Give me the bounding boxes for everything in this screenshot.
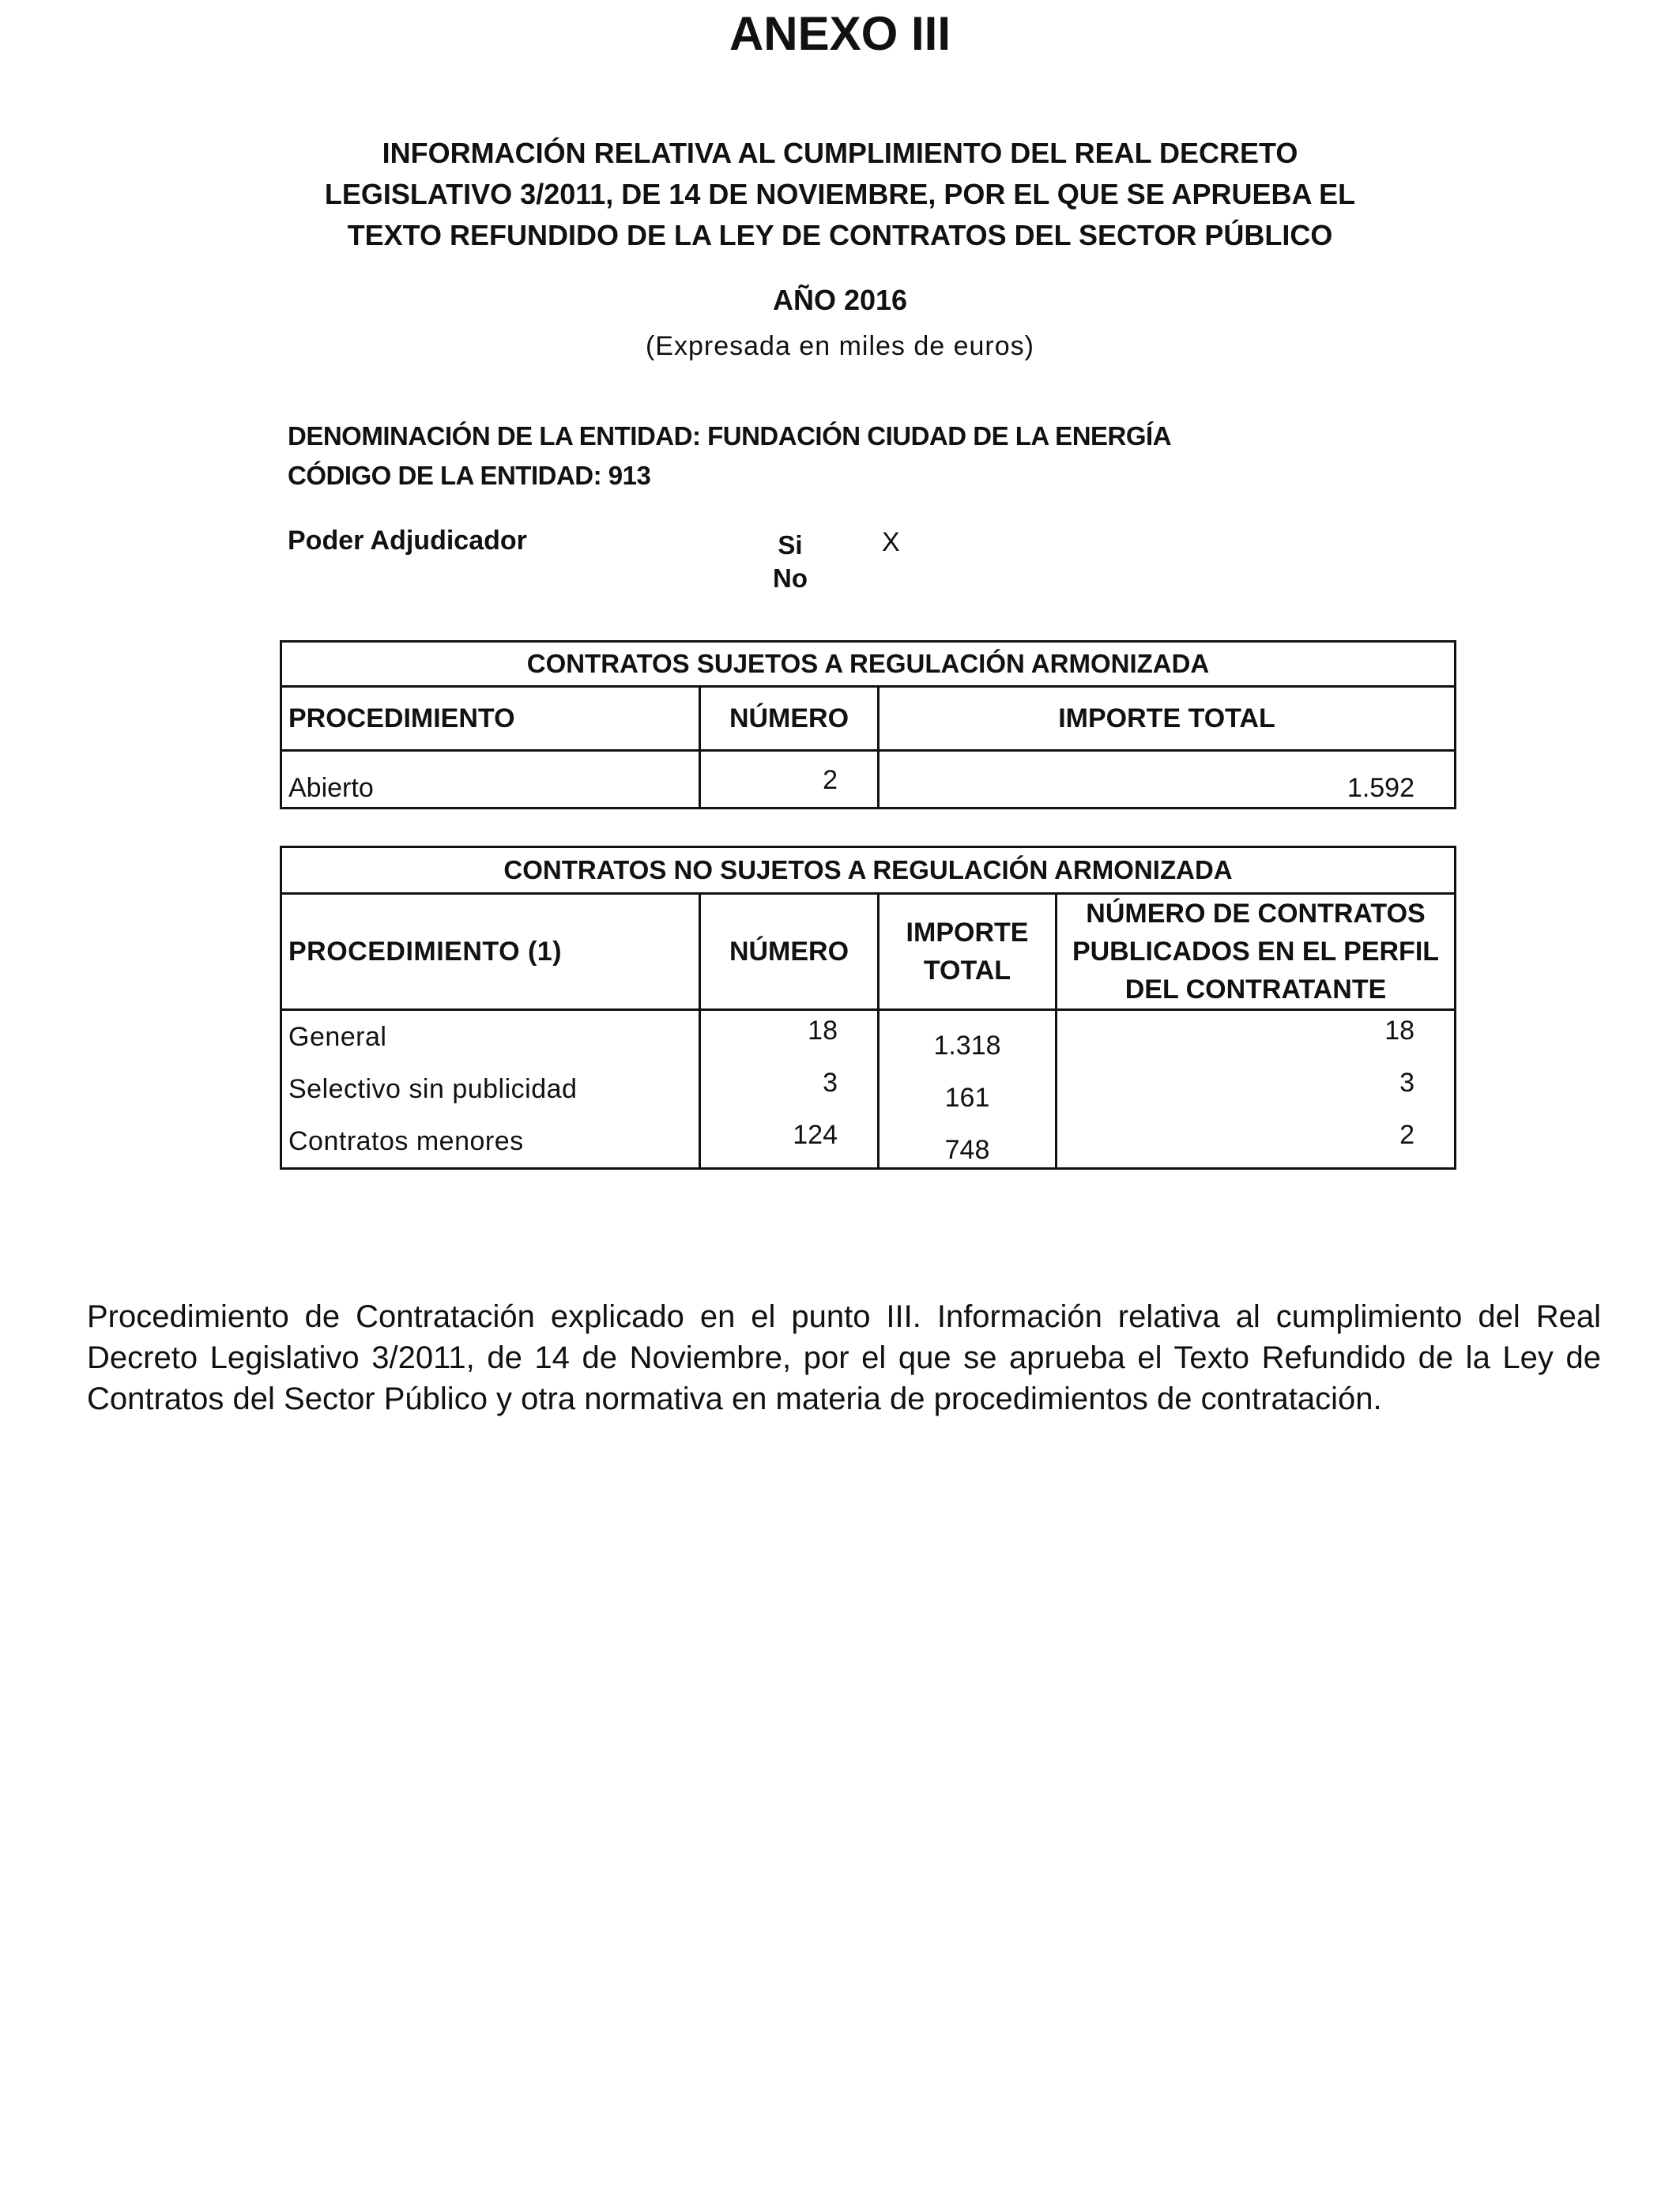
header-line: IMPORTE: [906, 918, 1029, 948]
entity-code: CÓDIGO DE LA ENTIDAD: 913: [288, 461, 651, 490]
cell-importe: 1.592: [879, 751, 1456, 809]
heading-line: LEGISLATIVO 3/2011, DE 14 DE NOVIEMBRE, POR EL QUE SE APRUEBA EL: [324, 178, 1356, 210]
table-row: [281, 1010, 1456, 1064]
table-header-row: [281, 687, 1456, 751]
no-option-label: No: [773, 564, 808, 593]
column-header-procedimiento: PROCEDIMIENTO (1): [281, 894, 700, 1010]
main-heading: [0, 133, 1680, 256]
column-header-procedimiento: PROCEDIMIENTO: [281, 687, 700, 751]
cell-procedimiento: General: [281, 1010, 700, 1064]
si-selected-mark: X: [882, 527, 900, 557]
table-row: [281, 751, 1456, 809]
table-title-row: [281, 642, 1456, 687]
header-line: TOTAL: [923, 956, 1011, 986]
table-row: [281, 1115, 1456, 1169]
cell-procedimiento: Contratos menores: [281, 1115, 700, 1169]
cell-procedimiento: Abierto: [281, 751, 700, 809]
non-harmonized-contracts-table: [280, 846, 1456, 1170]
cell-importe: 1.318: [879, 1010, 1057, 1064]
column-header-importe-total: [879, 894, 1057, 1010]
cell-importe: 161: [879, 1063, 1057, 1115]
cell-importe: 748: [879, 1115, 1057, 1169]
column-header-numero: NÚMERO: [700, 894, 879, 1010]
header-line: PUBLICADOS EN EL PERFIL: [1072, 937, 1440, 967]
annex-title: ANEXO III: [729, 7, 951, 60]
table-title: CONTRATOS NO SUJETOS A REGULACIÓN ARMONIZADA: [281, 847, 1456, 894]
cell-procedimiento: Selectivo sin publicidad: [281, 1063, 700, 1115]
header-line: DEL CONTRATANTE: [1124, 974, 1387, 1005]
table-title: CONTRATOS SUJETOS A REGULACIÓN ARMONIZADA: [281, 642, 1456, 687]
cell-numero: 18: [700, 1010, 879, 1064]
column-header-contratos-publicados: [1057, 894, 1456, 1010]
cell-publicados: 3: [1057, 1063, 1456, 1115]
harmonized-contracts-table: [280, 640, 1456, 809]
table-row: [281, 1063, 1456, 1115]
currency-note: (Expresada en miles de euros): [645, 331, 1034, 361]
header-line: NÚMERO DE CONTRATOS: [1086, 899, 1426, 929]
year-title: AÑO 2016: [772, 284, 908, 316]
table-title-row: [281, 847, 1456, 894]
cell-numero: 124: [700, 1115, 879, 1169]
heading-line: INFORMACIÓN RELATIVA AL CUMPLIMIENTO DEL REAL DECRETO: [382, 137, 1298, 169]
cell-publicados: 18: [1057, 1010, 1456, 1064]
footnote-paragraph: Procedimiento de Contratación explicado en el punto III. Información relativa al cumplimiento del Real Decreto Legislativo 3/2011, de 14 de Noviembre, por el que se aprueba el Texto Refundido de la Ley de Contratos del Sector Público y otra normativa en materia de procedimientos de contratación.: [87, 1299, 1601, 1416]
si-option-label: Si: [778, 530, 803, 560]
column-header-importe-total: IMPORTE TOTAL: [879, 687, 1456, 751]
entity-name: DENOMINACIÓN DE LA ENTIDAD: FUNDACIÓN CIUDAD DE LA ENERGÍA: [288, 421, 1172, 450]
column-header-numero: NÚMERO: [700, 687, 879, 751]
table-header-row: [281, 894, 1456, 1010]
cell-numero: 2: [700, 751, 879, 809]
poder-adjudicador-label: Poder Adjudicador: [288, 526, 527, 556]
heading-line: TEXTO REFUNDIDO DE LA LEY DE CONTRATOS DEL SECTOR PÚBLICO: [347, 219, 1333, 251]
cell-numero: 3: [700, 1063, 879, 1115]
cell-publicados: 2: [1057, 1115, 1456, 1169]
